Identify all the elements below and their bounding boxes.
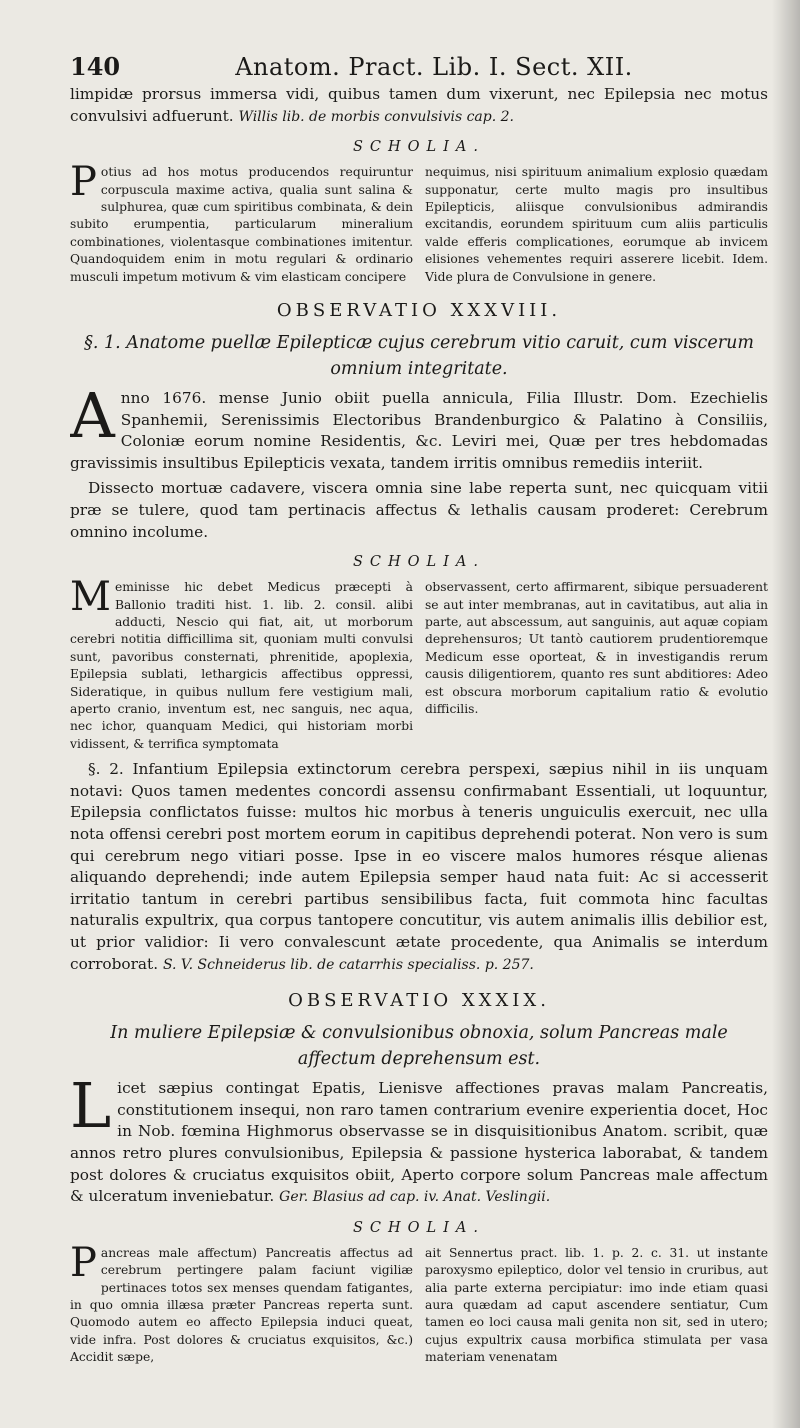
- observatio-38-paragraph-1: [70, 388, 768, 474]
- scholia-1-left-text: otius ad hos motus producendos requiruntur corpuscula maxime activa, qualia sunt salina & sulphurea, quæ cum spiritibus combinata, & dein subito erumpentia, particularum mineralium combinationes, violentasque combinationes imitentur. Quandoquidem enim in motu regulari & ordinario musculi impetum motivum & vim elasticam concipere: [70, 165, 413, 284]
- observatio-39-dropcap: L: [70, 1078, 112, 1143]
- section-2-paragraph: [70, 759, 768, 976]
- scholia-2-right-column: [425, 579, 768, 753]
- scholia-1-right-column: [425, 164, 768, 286]
- scholia-3-left-text: ancreas male affectum) Pancreatis affectus ad cerebrum pertingere palam faciunt vigiliæ pertinaces totos sex menses quendam fatigantes, in quo omnia illæsa præter Pancreas reperta sunt. Quomodo autem eo affecto Epilepsia induci queat, vide infra. Post dolores & cruciatus exquisitos, &c.) Accidit sæpe,: [70, 1245, 413, 1365]
- scholia-3-right-column: [425, 1245, 768, 1367]
- scholia-3-right-text: ait Sennertus pract. lib. 1. p. 2. c. 31. ut instante paroxysmo epileptico, dolor vel tensio in cruribus, aut alia parte externa percipiatur: imo inde etiam quasi aura quædam ad caput ascendere sentiatur, Cum tamen eo loci causa mali genita non sit, sed in utero; cujus expultrix causa morbifica stimulata per vasa materiam venenatam: [425, 1245, 768, 1365]
- continuation-citation: Willis lib. de morbis convulsivis cap. 2.: [238, 108, 515, 125]
- page-header: [70, 52, 768, 82]
- observatio-39-title: In muliere Epilepsiæ & convulsionibus obnoxia, solum Pancreas male affectum deprehensum est.: [110, 1023, 728, 1070]
- scholia-heading-2: SCHOLIA.: [353, 554, 485, 571]
- observatio-38-heading: OBSERVATIO XXXVIII.: [276, 300, 562, 322]
- section-2-text: §. 2. Infantium Epilepsia extinctorum cerebra perspexi, sæpius nihil in iis unquam notavi: Quos tamen medentes concordi assensu confirmabant Essentiali, ut loquuntur, Epilepsia conflictatos fuisse: multos hic morbus à teneris unguiculis exercuit, nec ulla nota offensi cerebri post mortem eorum in capitibus deprehendi poterat. Non vero is sum qui cerebrum nego vitiari posse. Ipse in eo viscere malos humores résque alienas aliquando deprehendi; inde autem Epilepsia semper haud nata fuit: Ac si accesserit irritatio tantum in cerebri partibus sensibilibus facta, fuit commota hinc facultas naturalis expultrix, qua corpus tantopere concutitur, vis autem animalis illis debilior est, ut prior validior: Ii vero convalescunt ætate procedente, qua Animalis se interdum corroborat.: [70, 760, 768, 973]
- section-2-citation: S. V. Schneiderus lib. de catarrhis specialiss. p. 257.: [162, 956, 534, 973]
- observatio-39-heading: OBSERVATIO XXXIX.: [288, 990, 550, 1012]
- page-gutter-shadow: [772, 0, 800, 1428]
- scholia-1-right-text: nequimus, nisi spirituum animalium explosio quædam supponatur, certe multo magis pro insultibus Epilepticis, aliisque convulsionibus admirandis excitandis, eorundem spirituum cum aliis particulis valde efferis complicationes, eorumque ab invicem elisiones vehementes requiri asserere licebit. Idem. Vide plura de Convulsione in genere.: [425, 165, 768, 284]
- observatio-38-paragraph-2: Dissecto mortuæ cadavere, viscera omnia sine labe reperta sunt, nec quicquam vitii præ se tulere, quod tam pertinacis affectus & lethalis causam proderet: Cerebrum omnino incolume.: [70, 479, 768, 541]
- observatio-39-citation: Ger. Blasius ad cap. iv. Anat. Veslingii.: [279, 1189, 551, 1206]
- observatio-39-text: icet sæpius contingat Epatis, Lienisve affectiones pravas malam Pancreatis, constitutionem insequi, non raro tamen contrarium evenire experientia docet, Hoc in Nob. fœmina Highmorus observasse se in disquisitionibus Anatom. scribit, quæ annos retro plures convulsionibus, Epilepsia & passione hysterica laborabat, & tandem post dolores & cruciatus exquisitos obiit, Aperto corpore solum Pancreas male affectum & ulceratum inveniebatur.: [70, 1079, 768, 1206]
- scholia-heading-1: SCHOLIA.: [353, 139, 485, 156]
- observatio-38-text-1: nno 1676. mense Junio obiit puella annicula, Filia Illustr. Dom. Ezechielis Spanhemii, Serenissimis Electoribus Brandenburgico & Palatino à Consiliis, Coloniæ eorum nomine Residentis, &c. Leviri mei, Quæ per tres hebdomadas gravissimis insultibus Epilepticis vexata, tandem irritis omnibus remediis interiit.: [70, 389, 768, 472]
- scholia-heading-3: SCHOLIA.: [353, 1219, 485, 1236]
- scholia-2-right-text: observassent, certo affirmarent, sibique persuaderent se aut inter membranas, aut in cavitatibus, aut alia in parte, aut abscessum, aut sanguinis, aut aquæ copiam deprehensuros; Ut tantò cautiorem prudentioremque Medicum esse oporteat, & in investigandis rerum causis diligentiorem, quanto res sunt abditiores: Adeo est obscura morborum capitalium ratio & evolutio difficilis.: [425, 580, 768, 717]
- observatio-39-paragraph: [70, 1078, 768, 1209]
- scholia-1-dropcap: P: [70, 164, 97, 206]
- scholia-2-dropcap: M: [70, 579, 111, 621]
- scholia-3-columns: [70, 1245, 768, 1367]
- observatio-38-title: §. 1. Anatome puellæ Epilepticæ cujus cerebrum vitio caruit, cum viscerum omnium integritate.: [84, 333, 754, 380]
- continuation-paragraph: [70, 84, 768, 128]
- running-title: Anatom. Pract. Lib. I. Sect. XII.: [235, 53, 633, 81]
- scholia-3-left-column: [70, 1245, 413, 1367]
- scholia-3-dropcap: P: [70, 1244, 97, 1286]
- scholia-2-columns: [70, 579, 768, 753]
- page-number: 140: [70, 52, 121, 81]
- observatio-38-dropcap: A: [70, 388, 115, 453]
- continuation-text: limpidæ prorsus immersa vidi, quibus tamen dum vixerunt, nec Epilepsia nec motus convulsivi adfuerunt.: [70, 85, 768, 125]
- scholia-2-left-column: [70, 579, 413, 753]
- scholia-1-left-column: [70, 164, 413, 286]
- scholia-1-columns: [70, 164, 768, 286]
- scholia-2-left-text: eminisse hic debet Medicus præcepti à Ballonio traditi hist. 1. lib. 2. consil. alibi adducti, Nescio qui fiat, ait, ut morborum cerebri notitia difficillima sit, quoniam multi convulsi sunt, pavoribus consternati, phrenitide, apoplexia, Epilepsia sublati, lethargicis affectibus oppressi, Sideratique, in quibus nullum fere vestigium mali, aperto cranio, inventum est, nec sanguis, nec aqua, nec ichor, quanquam Medici, qui historiam morbi vidissent, & terrifica symptomata: [70, 580, 413, 751]
